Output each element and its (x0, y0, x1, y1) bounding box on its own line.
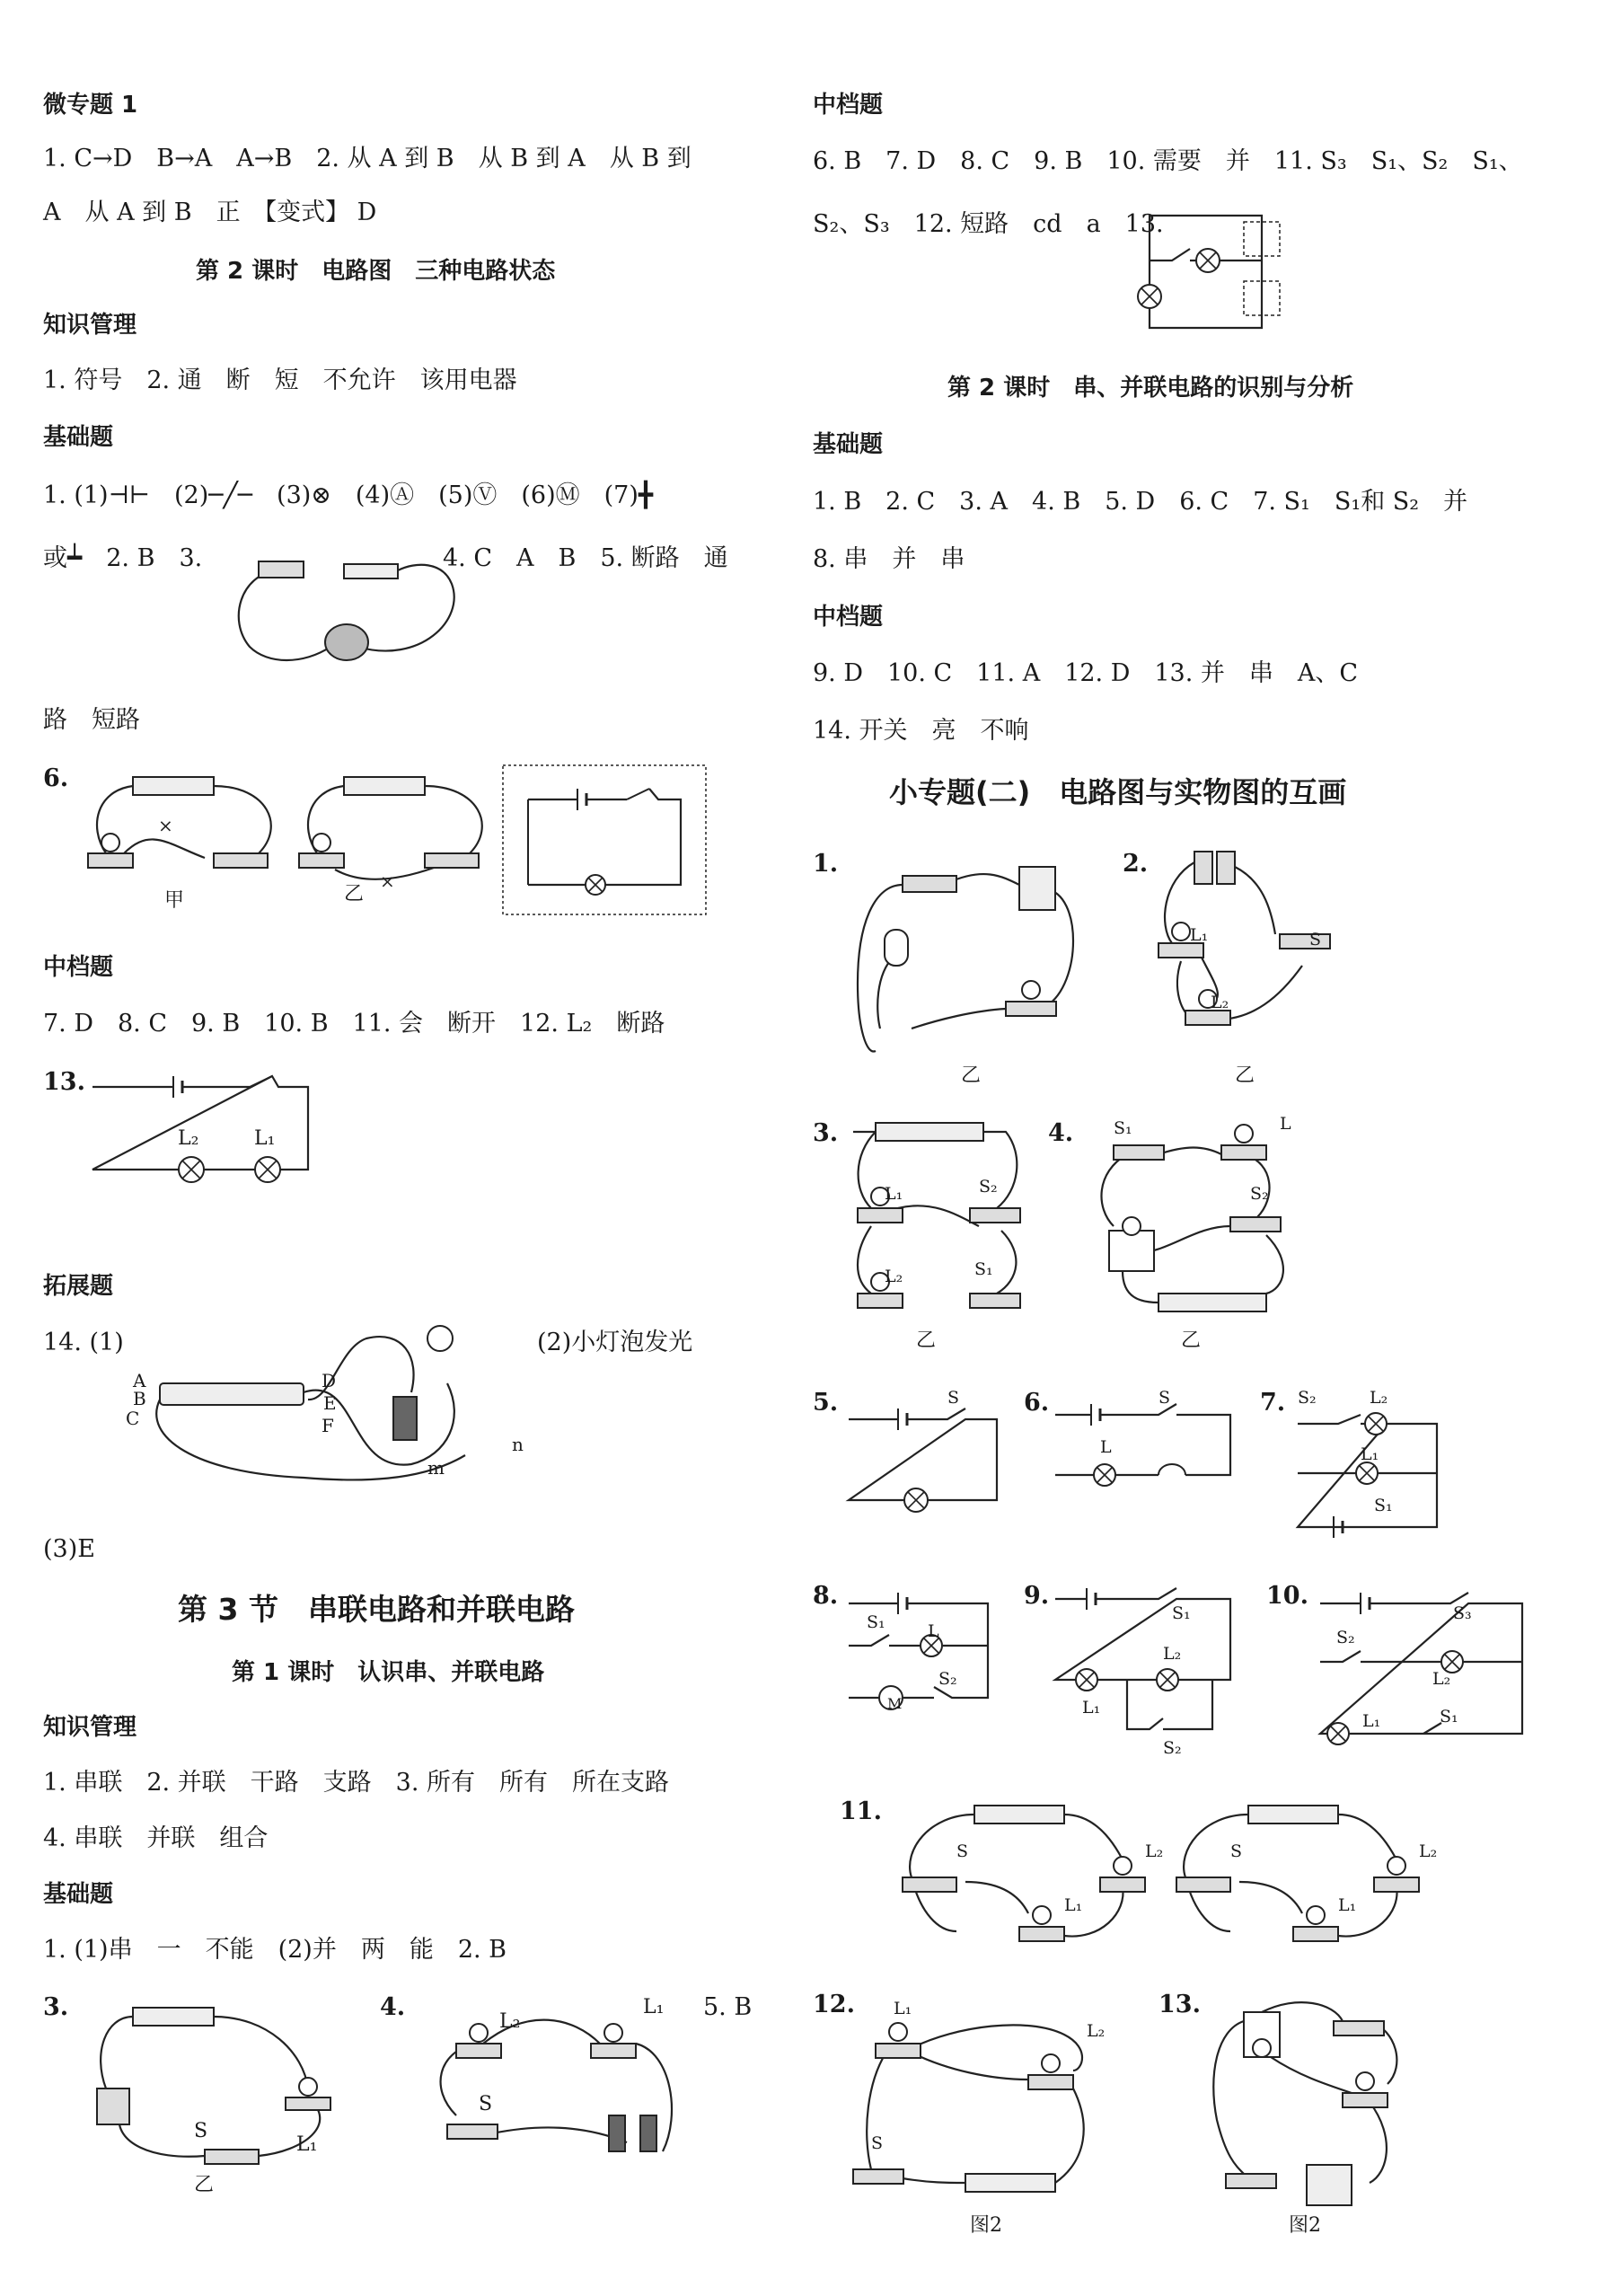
heading-knowledge-2: 知识管理 (43, 1714, 137, 1741)
section-3-title: 第 3 节 串联电路和并联电路 (178, 1592, 575, 1627)
q6-number: 6. (43, 764, 69, 792)
svg-text:×: × (158, 815, 173, 836)
battery-icon (965, 2174, 1055, 2192)
lamp-l1-base (1158, 943, 1203, 958)
bulb-icon (299, 2078, 317, 2096)
battery-icon (876, 1123, 983, 1141)
lamp-l2-base (858, 1294, 903, 1308)
basic-line-1: 1. (1)⊣⊢ (2)─╱─ (3)⊗ (4)Ⓐ (5)Ⓥ (6)Ⓜ (7)╋ (43, 481, 654, 509)
sp-q7-label-l1: L₁ (1361, 1444, 1379, 1464)
sp-q11a-label-l1: L₁ (1064, 1895, 1083, 1915)
sp-q2-number: 2. (1123, 850, 1149, 878)
lamp-l2-base (1374, 1877, 1419, 1892)
q13-number: 13. (43, 1068, 85, 1096)
wire-label-m: m (427, 1457, 445, 1479)
medium-r2-line-1: 9. D 10. C 11. A 12. D 13. 并 串 A、C (813, 659, 1359, 687)
q4b-physical-circuit (420, 1990, 708, 2169)
cell-icon (1217, 852, 1235, 884)
bulb-icon (313, 834, 330, 852)
bulb-icon (1356, 2072, 1374, 2090)
sp-q12-label-l1: L₁ (894, 1999, 912, 2018)
sp-q4-label-s1: S₁ (1114, 1118, 1132, 1138)
caption-jia: 甲 (164, 889, 185, 912)
switch-icon (447, 2124, 498, 2139)
bulb-icon (427, 1326, 453, 1351)
bulb-l2-icon (1114, 1857, 1132, 1875)
q4b-label-l2: L₂ (499, 2010, 521, 2033)
bulb-l2-icon (470, 2024, 488, 2042)
heading-knowledge: 知识管理 (43, 312, 137, 339)
sp-q6-label-s: S (1158, 1388, 1171, 1408)
switch-icon (1226, 2174, 1276, 2188)
sp-q7-label-s1: S₁ (1374, 1496, 1393, 1515)
medium-r2-line-2: 14. 开关 亮 不响 (813, 717, 1029, 745)
lamp-base-icon (1006, 1002, 1056, 1016)
battery-icon (1158, 1294, 1266, 1311)
medium-r-line-1: 6. B 7. D 8. C 9. B 10. 需要 并 11. S₃ S₁、S₂ S₁、 (813, 147, 1523, 175)
lamp-l1-base (1019, 1927, 1064, 1941)
sp-q2-caption: 乙 (1235, 1064, 1255, 1087)
sp-q9-label-s1: S₁ (1172, 1603, 1191, 1623)
q3b-caption-yi: 乙 (194, 2174, 215, 2196)
sp-q2-label-l2: L₂ (1211, 993, 1229, 1012)
cell-icon (1194, 852, 1212, 884)
micro-answer-line-1: 1. C→D B→A A→B 2. 从 A 到 B 从 B 到 A 从 B 到 (43, 145, 692, 172)
lamp-base-icon (1221, 1145, 1266, 1160)
lamp-l1-base (1293, 1927, 1338, 1941)
sp-q12-label-l2: L₂ (1087, 2021, 1106, 2041)
battery-icon (344, 564, 398, 578)
lesson-2-title: 第 2 课时 电路图 三种电路状态 (196, 258, 556, 285)
lamp-l2-base (456, 2044, 501, 2058)
sp-q7-label-s2: S₂ (1298, 1388, 1317, 1408)
lamp-base-icon (1343, 2093, 1388, 2107)
wire-label-a: A (133, 1370, 146, 1391)
sp-q8-label-s1: S₁ (867, 1612, 885, 1632)
sp-q13-number: 13. (1158, 1991, 1201, 2018)
heading-medium-r: 中档题 (813, 92, 884, 119)
heading-basic-2: 基础题 (43, 1881, 114, 1908)
sp-q5-diagram (844, 1401, 1006, 1518)
sp-q4-caption: 乙 (1181, 1329, 1202, 1352)
sp-q10-label-l1: L₁ (1362, 1711, 1381, 1731)
battery-icon (974, 1806, 1064, 1824)
lamp-l2-base (1028, 2075, 1073, 2089)
sp-q11-number: 11. (840, 1797, 882, 1825)
sp-q10-number: 10. (1266, 1582, 1308, 1610)
sp-q8-label-l: L (928, 1621, 939, 1641)
battery-icon (133, 2008, 214, 2026)
lamp-l1-base (858, 1208, 903, 1223)
q3b-physical-circuit (70, 1990, 375, 2169)
medium-line-1: 7. D 8. C 9. B 10. B 11. 会 断开 12. L₂ 断路 (43, 1010, 665, 1038)
micro-topic-title: 微专题 1 (43, 92, 138, 119)
sp-q10-label-s2: S₂ (1336, 1628, 1355, 1647)
sp-q5-number: 5. (813, 1389, 839, 1417)
special-topic-title: 小专题(二) 电路图与实物图的互画 (889, 775, 1347, 809)
q14-tube-circuit (124, 1320, 591, 1500)
sp-q6-label-l: L (1100, 1437, 1112, 1457)
caption-yi: 乙 (344, 883, 365, 905)
sp-q8-label-s2: S₂ (938, 1669, 957, 1689)
sp-q10-label-l2: L₂ (1432, 1669, 1451, 1689)
lamp-l2-base (1100, 1877, 1145, 1892)
q14-part1: 14. (1) (43, 1329, 124, 1356)
basic-r-line-2: 8. 串 并 串 (813, 545, 965, 573)
sp-q9-label-l2: L₂ (1163, 1644, 1182, 1664)
bulb-l1-icon (1033, 1906, 1051, 1924)
battery-icon (1248, 1806, 1338, 1824)
switch-icon (205, 2150, 259, 2164)
lamp-base-icon (299, 853, 344, 868)
lesson-2-r-title: 第 2 课时 串、并联电路的识别与分析 (947, 375, 1354, 402)
tube-icon (160, 1383, 304, 1405)
sp-q11b-label-l2: L₂ (1419, 1841, 1438, 1861)
sp-q3-label-s1: S₁ (974, 1259, 993, 1279)
lamp-l1-base (591, 2044, 636, 2058)
sp-q13-caption: 图2 (1289, 2214, 1321, 2237)
sp-q10-diagram (1316, 1599, 1531, 1743)
sp-q12-caption: 图2 (970, 2214, 1002, 2237)
q6-circuit-diagram (501, 764, 708, 916)
bulb-l1-icon (1172, 923, 1190, 940)
bell-icon (1158, 1464, 1185, 1475)
q14-part3: (3)E (43, 1535, 95, 1563)
knowledge-line-1: 1. 符号 2. 通 断 短 不允许 该用电器 (43, 366, 517, 394)
bulb-l1-icon (889, 2023, 907, 2041)
sp-q11-physical-b (1158, 1797, 1428, 1949)
sp-q4-physical (1087, 1118, 1338, 1325)
battery-box-icon (1019, 867, 1055, 910)
switch-icon (853, 2169, 903, 2184)
sp-q4-label-s2: S₂ (1250, 1184, 1269, 1204)
battery-icon (133, 777, 214, 795)
sp-q11b-label-s: S (1230, 1841, 1243, 1861)
battery-icon (344, 777, 425, 795)
sp-q10-label-s1: S₁ (1440, 1707, 1458, 1726)
sp-q1-number: 1. (813, 850, 839, 878)
q4b-label-l1: L₁ (643, 1996, 665, 2018)
q3-physical-circuit (223, 539, 465, 674)
cell-icon (640, 2115, 656, 2151)
lamp-base-icon (88, 853, 133, 868)
knowledge-2-line-1: 1. 串联 2. 并联 干路 支路 3. 所有 所有 所在支路 (43, 1769, 670, 1797)
bulb-l1-icon (1307, 1906, 1325, 1924)
sp-q12-number: 12. (813, 1991, 855, 2018)
bell-icon (97, 2088, 129, 2124)
lamp-l1-base (876, 2044, 921, 2058)
wire-label-f: F (322, 1415, 334, 1436)
basic-r-line-1: 1. B 2. C 3. A 4. B 5. D 6. C 7. S₁ S₁和 S₂ 并 (813, 488, 1468, 516)
sp-q3-caption: 乙 (916, 1329, 937, 1352)
switch-icon (214, 853, 268, 868)
basic-2-line-1: 1. (1)串 一 不能 (2)并 两 能 2. B (43, 1936, 507, 1964)
sp-q4-label-l: L (1280, 1114, 1291, 1134)
sp-q4-number: 4. (1048, 1119, 1074, 1147)
q4b-number: 4. (380, 1993, 406, 2021)
sp-q1-caption: 乙 (961, 1064, 982, 1087)
sp-q7-diagram (1293, 1419, 1446, 1536)
sp-q3-number: 3. (813, 1119, 839, 1147)
sp-q5-label-s: S (947, 1388, 960, 1408)
sp-q2-label-s: S (1309, 930, 1322, 949)
bulb-l2-icon (1042, 2054, 1060, 2072)
switch-s2-icon (970, 1208, 1020, 1223)
label-l2: L₂ (178, 1127, 199, 1150)
bulb-icon (101, 834, 119, 852)
sp-q13-physical (1190, 1985, 1441, 2210)
label-l1: L₁ (254, 1127, 276, 1150)
micro-answer-line-2: A 从 A 到 B 正 【变式】 D (43, 199, 377, 226)
sp-q2-label-l1: L₁ (1190, 925, 1209, 945)
sp-q12-label-s: S (871, 2133, 884, 2153)
switch-s1-icon (1114, 1145, 1164, 1160)
sp-q8-label-m: M (887, 1695, 903, 1712)
sp-q7-label-l2: L₂ (1370, 1388, 1388, 1408)
q3b-number: 3. (43, 1993, 69, 2021)
sp-q11a-label-s: S (956, 1841, 969, 1861)
basic-line-2b: 4. C A B 5. 断路 通 (443, 544, 728, 572)
lamp-base-icon (286, 2097, 330, 2110)
basic-line-2a: 或┷ 2. B 3. (43, 544, 203, 572)
sp-q9-diagram (1051, 1594, 1239, 1738)
lesson-1-title: 第 1 课时 认识串、并联电路 (232, 1659, 545, 1686)
q14-part2: (2)小灯泡发光 (537, 1329, 693, 1356)
switch-icon (903, 1877, 956, 1892)
wire-label-c: C (126, 1408, 140, 1429)
heading-medium: 中档题 (43, 954, 114, 981)
switch-icon (1280, 934, 1330, 949)
battery-icon (393, 1397, 417, 1440)
led-icon (885, 930, 908, 966)
sp-q9-label-s2: S₂ (1163, 1738, 1182, 1758)
wire-label-d: D (322, 1370, 337, 1391)
switch-icon (903, 876, 956, 892)
cell-icon (609, 2115, 625, 2151)
wire-label-b: B (133, 1388, 146, 1409)
bulb-icon (1022, 981, 1040, 999)
switch-icon (1176, 1877, 1230, 1892)
heading-medium-r2: 中档题 (813, 604, 884, 631)
sp-q11a-label-l2: L₂ (1145, 1841, 1164, 1861)
heading-extension: 拓展题 (43, 1273, 114, 1300)
svg-text:×: × (380, 870, 395, 892)
sp-q12-physical (849, 1999, 1118, 2205)
knowledge-2-line-2: 4. 串联 并联 组合 (43, 1824, 269, 1852)
medium-r-line-2: S₂、S₃ 12. 短路 cd a 13. (813, 210, 1164, 238)
q13-circuit-diagram (88, 1069, 322, 1186)
sp-q11-physical-a (885, 1797, 1154, 1949)
switch-icon (1334, 2021, 1384, 2035)
lamp-l2-base (1185, 1011, 1230, 1025)
sp-q11b-label-l1: L₁ (1338, 1895, 1357, 1915)
wire-label-n: n (512, 1434, 524, 1455)
sp-q3-label-l2: L₂ (885, 1267, 903, 1286)
sp-q9-label-l1: L₁ (1082, 1698, 1101, 1718)
wire-label-e: E (323, 1392, 337, 1414)
switch-s2-icon (1230, 1217, 1281, 1232)
q13-r-circuit-diagram (1127, 211, 1298, 346)
switch-icon (425, 853, 479, 868)
sp-q3-label-l1: L₁ (885, 1184, 903, 1204)
q3b-label-l1: L₁ (296, 2133, 318, 2156)
sp-q6-number: 6. (1024, 1389, 1050, 1417)
sp-q1-physical (840, 849, 1109, 1060)
heading-basic-r: 基础题 (813, 431, 884, 458)
bulb-l2-icon (1388, 1857, 1405, 1875)
q4b-label-s: S (479, 2093, 493, 2115)
q3b-label-s: S (194, 2120, 208, 2142)
bulb-l1-icon (604, 2024, 622, 2042)
q6-circuit-jia (70, 764, 304, 889)
motor-icon (1109, 1231, 1154, 1271)
q5-answer: 5. B (703, 1993, 753, 2021)
sp-q6-diagram (1051, 1401, 1239, 1491)
sp-q3-physical (844, 1118, 1051, 1316)
bulb-icon (1235, 1125, 1253, 1143)
sp-q8-number: 8. (813, 1582, 839, 1610)
sp-q10-label-s3: S₃ (1453, 1603, 1472, 1623)
switch-icon (259, 561, 304, 578)
sp-q3-label-s2: S₂ (979, 1177, 998, 1197)
switch-s1-icon (970, 1294, 1020, 1308)
heading-basic: 基础题 (43, 424, 114, 451)
sp-q9-number: 9. (1024, 1582, 1050, 1610)
motor-icon (325, 624, 368, 660)
sp-q7-number: 7. (1260, 1389, 1286, 1417)
q6-circuit-yi (281, 764, 515, 892)
basic-line-3: 路 短路 (43, 706, 140, 734)
battery-box-icon (1307, 2165, 1352, 2205)
